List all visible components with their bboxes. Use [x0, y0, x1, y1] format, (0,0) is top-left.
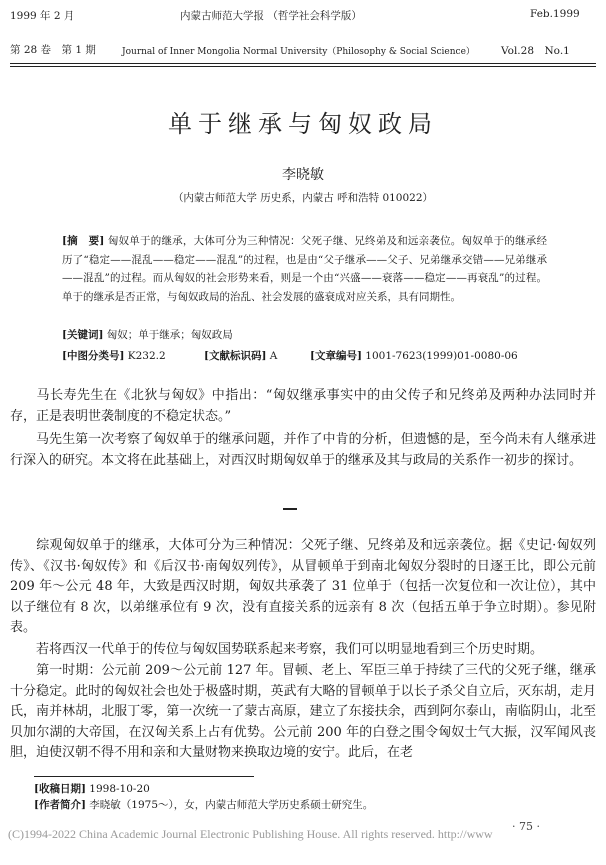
header-rule-double [10, 66, 596, 67]
paragraph-2-text: 马先生第一次考察了匈奴单于的继承问题，并作了中肯的分析，但遗憾的是，至今尚未有人继承进行深入的研究。本文将在此基础上，对西汉时期匈奴单于的继承及其与政局的关系作一初步的探讨。 [10, 432, 596, 468]
header-volume-en: Vol.28 No.1 [501, 45, 570, 57]
header-rule [10, 63, 596, 64]
keywords [62, 327, 233, 342]
paragraph-1-text: 马长寿先生在《北狄与匈奴》中指出：“匈奴继承事实中的由父传子和兄终弟及两种办法同时并存，正是表明世袭制度的不稳定状态。” [10, 388, 596, 424]
article-affiliation: （内蒙古师范大学 历史系，内蒙古 呼和浩特 010022） [172, 192, 434, 204]
doc-code-label: [文献标识码] [204, 350, 267, 362]
header-date-cn: 1999 年 2 月 [10, 10, 75, 22]
author-bio [34, 797, 373, 812]
paragraph-5 [10, 661, 596, 764]
header-journal-cn: 内蒙古师范大学报 （哲学社会科学版） [180, 10, 362, 22]
doc-code-value: A [269, 350, 278, 362]
header-journal-en: Journal of Inner Mongolia Normal University（Philosophy & Social Science） [122, 47, 475, 57]
abstract [62, 232, 547, 306]
section-mark [283, 508, 297, 510]
abstract-label: [摘 要] [62, 235, 105, 247]
paragraph-2 [10, 430, 596, 471]
received-value: 1998-10-20 [89, 783, 150, 795]
article-number-value: 1001-7623(1999)01-0080-06 [365, 350, 518, 362]
paragraph-4-text: 若将西汉一代单于的传位与匈奴国势联系起来考察，我们可以明显地看到三个历史时期。 [36, 642, 544, 657]
article-number-label: [文章编号] [310, 350, 362, 362]
header-volume-cn: 第 28 卷 第 1 期 [10, 44, 96, 56]
author-bio-label: [作者简介] [34, 799, 86, 811]
clc-number [62, 348, 166, 363]
author-bio-value: 李晓敏（1975～），女，内蒙古师范大学历史系硕士研究生。 [89, 799, 374, 811]
abstract-text: 匈奴单于的继承，大体可分为三种情况：父死子继、兄终弟及和远亲袭位。匈奴单于的继承经历了“稳定——混乱——稳定——混乱”的过程，也是由“父子继承——父子、兄弟继承交错——兄弟继承——混乱”的过程。而从匈奴的社会形势来看，则是一个由“兴盛——衰落——稳定——再衰乱”的过程。单于的继承是否正常，与匈奴政局的治乱、社会发展的盛衰成对应关系，具有同期性。 [62, 235, 548, 303]
keywords-text: 匈奴；单于继承；匈奴政局 [106, 329, 233, 341]
article-number [310, 348, 518, 363]
doc-code [204, 348, 277, 363]
article-author: 李晓敏 [282, 167, 324, 183]
paragraph-4 [10, 640, 596, 661]
paragraph-3 [10, 536, 596, 639]
clc-value: K232.2 [127, 350, 166, 362]
article-title: 单于继承与匈奴政局 [168, 110, 438, 138]
received-label: [收稿日期] [34, 783, 86, 795]
copyright-notice: (C)1994-2022 China Academic Journal Electronic Publishing House. All rights reserved. http://www [8, 827, 493, 841]
paragraph-5-text: 第一时期：公元前 209～公元前 127 年。冒顿、老上、军臣三单于持续了三代的父死子继，继承十分稳定。此时的匈奴社会也处于极盛时期，英武有大略的冒顿单于以长子杀父自立后，灭东胡，走月氏，南并林胡，北服丁零，第一次统一了蒙古高原，建立了东接扶余，西到阿尔泰山，南临阴山，北至贝加尔湖的大帝国，在汉匈关系上占有优势。公元前 200 年的白登之围令匈奴士气大振，汉军闻风丧胆，迫使汉朝不得不用和亲和大量财物来换取边境的安宁。此后，在老 [10, 663, 596, 761]
paragraph-3-text: 综观匈奴单于的继承，大体可分为三种情况：父死子继、兄终弟及和远亲袭位。据《史记·匈奴列传》、《汉书·匈奴传》和《后汉书·南匈奴列传》，从冒顿单于到南北匈奴分裂时的日逐王比，即公元前 209 年～公元 48 年，大致是西汉时期，匈奴共承袭了 31 位单于（包括一次复位和一次让位），其中以子继位有 8 次，以弟继承位有 9 次，没有直接关系的远亲有 8 次（包括五单于争立时期）。参见附表。 [10, 538, 596, 636]
footnote-rule [34, 776, 254, 777]
header-date-en: Feb.1999 [530, 8, 580, 20]
page-number: · 75 · [512, 820, 540, 833]
paragraph-1 [10, 386, 596, 427]
received-date [34, 781, 150, 796]
clc-label: [中图分类号] [62, 350, 125, 362]
keywords-label: [关键词] [62, 329, 104, 341]
